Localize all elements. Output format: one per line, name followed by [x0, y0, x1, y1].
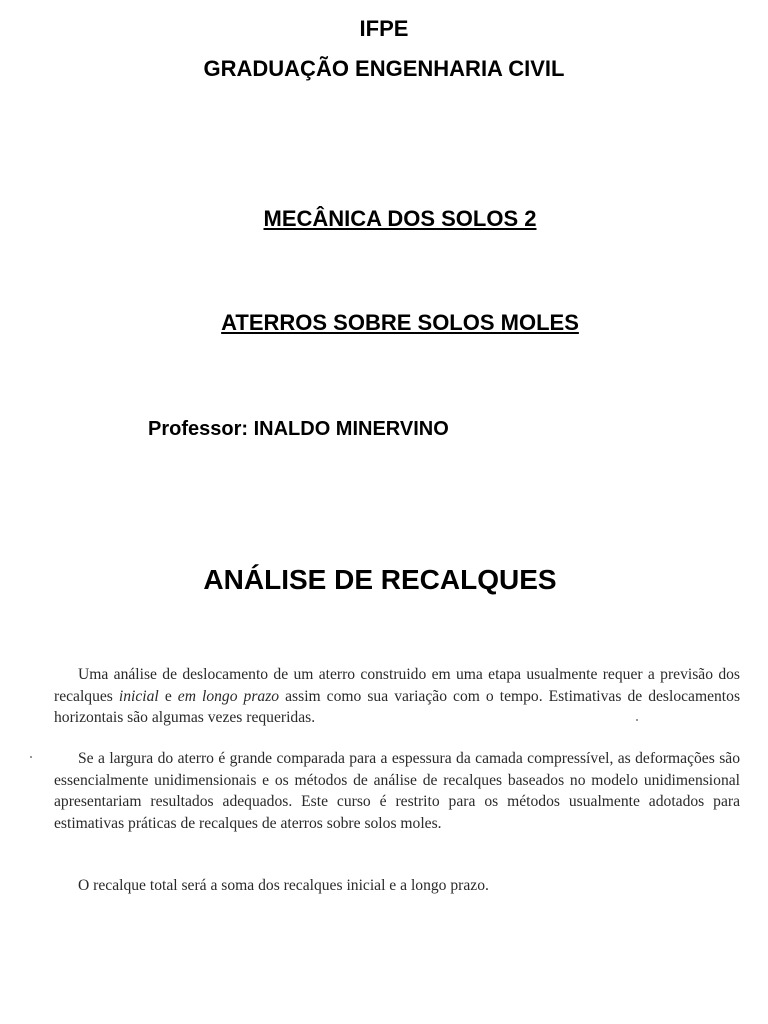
paragraph-1-part-b: e: [158, 687, 178, 705]
paragraph-1-italic-inicial: inicial: [118, 687, 159, 705]
topic-title: ATERROS SOBRE SOLOS MOLES: [221, 310, 579, 335]
professor-line: Professor: INALDO MINERVINO: [148, 418, 449, 440]
paragraph-1-italic-longo-prazo: em longo prazo: [177, 687, 280, 705]
scan-speck: [30, 756, 32, 758]
institution-name: IFPE: [359, 16, 409, 41]
course-name: GRADUAÇÃO ENGENHARIA CIVIL: [203, 56, 565, 81]
paragraph-1-part-c: assim como sua variação com o tempo. Estimativas de deslocamentos horizontais são algumas vezes requeridas.: [54, 687, 741, 726]
paragraph-3: [54, 875, 740, 897]
paragraph-3-text: O recalque total será a soma dos recalques inicial e a longo prazo.: [78, 877, 489, 894]
paragraph-2-text: Se a largura do aterro é grande comparada para a espessura da camada compressível, as deformações são essencialmente unidimensionais e os métodos de análise de recalques baseados no modelo unidimensional apresentariam resultados adequados. Este curso é restrito para os métodos usualmente adotados para estimativas práticas de recalques de aterros sobre solos moles.: [54, 750, 740, 832]
paragraph-2: [54, 748, 740, 834]
scan-speck: [636, 719, 638, 721]
paragraph-1-part-a: Uma análise de deslocamento de um aterro construido em uma etapa usualmente requer a previsão dos recalques: [54, 666, 740, 705]
subject-title: MECÂNICA DOS SOLOS 2: [263, 206, 537, 231]
section-title: ANÁLISE DE RECALQUES: [203, 564, 557, 595]
